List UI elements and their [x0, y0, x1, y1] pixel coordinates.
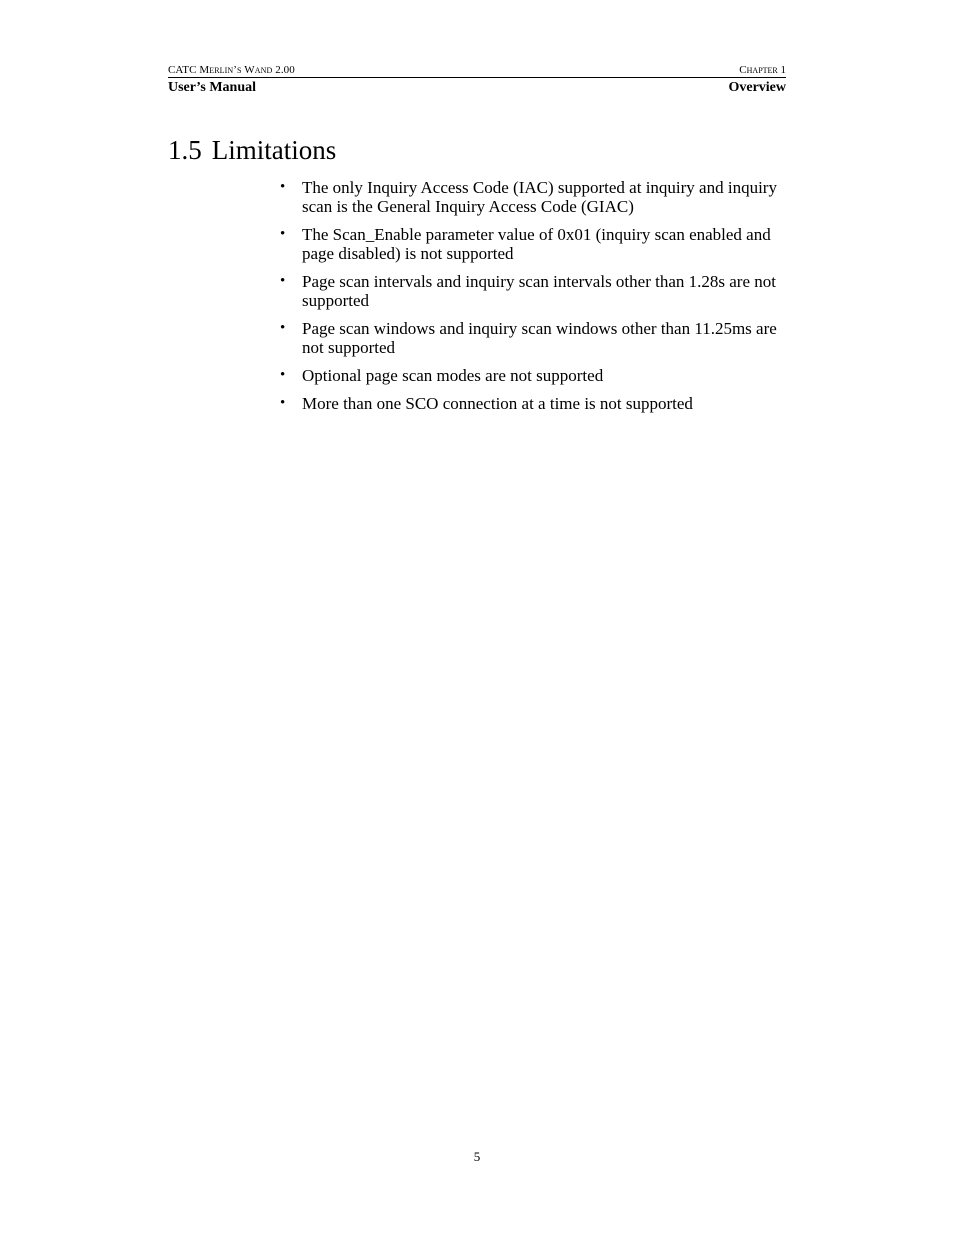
header-manual-label: User’s Manual: [168, 80, 257, 95]
list-item-text: Optional page scan modes are not supported: [302, 366, 604, 385]
list-item: [280, 272, 786, 310]
list-item: [280, 394, 786, 413]
section-number: 1.5: [168, 135, 202, 165]
list-item: [280, 366, 786, 385]
bullet-icon: •: [280, 273, 286, 289]
header-product-title: CATC Merlin’s Wand 2.00: [168, 64, 295, 76]
list-item-text: The Scan_Enable parameter value of 0x01 (inquiry scan enabled and page disabled) is not supported: [302, 225, 771, 263]
limitations-list: [280, 178, 786, 422]
bullet-icon: •: [280, 320, 286, 336]
page-number: 5: [473, 1149, 481, 1164]
bullet-icon: •: [280, 226, 286, 242]
header-chapter-label: Chapter 1: [739, 64, 786, 76]
list-item-text: Page scan intervals and inquiry scan intervals other than 1.28s are not supported: [302, 272, 776, 310]
section-title: Limitations: [211, 135, 337, 165]
header-chapter-title: Overview: [728, 80, 786, 95]
list-item-text: The only Inquiry Access Code (IAC) supported at inquiry and inquiry scan is the General Inquiry Access Code (GIAC): [302, 178, 777, 216]
list-item: [280, 319, 786, 357]
list-item-text: Page scan windows and inquiry scan windows other than 11.25ms are not supported: [302, 319, 777, 357]
section-heading: [168, 133, 336, 167]
bullet-icon: •: [280, 179, 286, 195]
bullet-icon: •: [280, 367, 286, 383]
header-rule: [168, 77, 786, 78]
list-item-text: More than one SCO connection at a time is not supported: [302, 394, 693, 413]
bullet-icon: •: [280, 395, 286, 411]
list-item: [280, 225, 786, 263]
list-item: [280, 178, 786, 216]
